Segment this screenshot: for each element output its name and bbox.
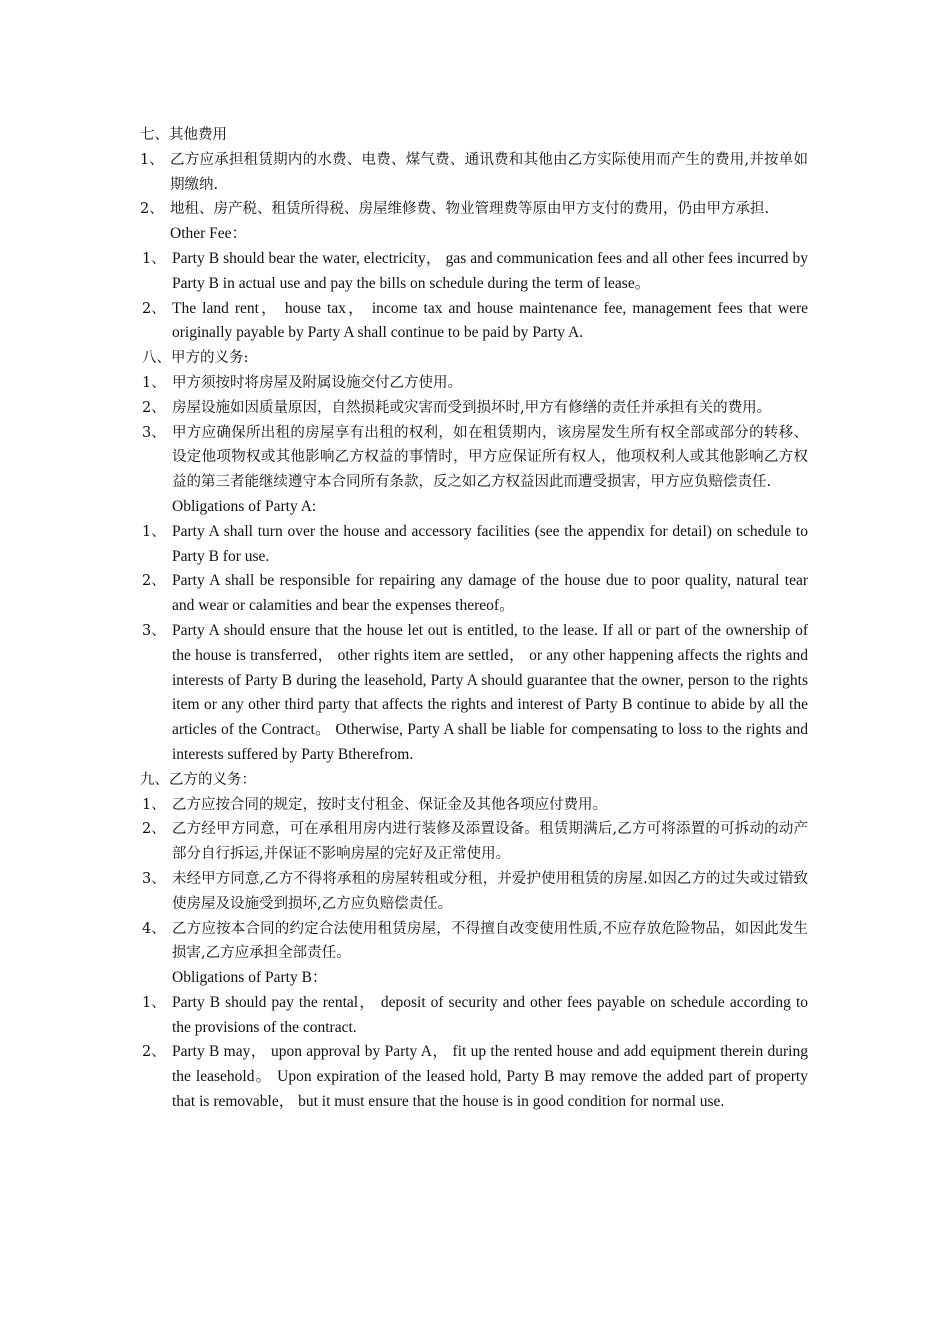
item-number: 3、	[142, 424, 166, 441]
item-text: Party A shall turn over the house and accessory facilities (see the appendix for detail) on schedule to Party B for use.	[172, 522, 808, 565]
item-text: 乙方应按本合同的约定合法使用租赁房屋，不得擅自改变使用性质,不应存放危险物品，如因此发生损害,乙方应承担全部责任。	[172, 920, 808, 962]
item-number: 1、	[142, 374, 166, 391]
item-text: 乙方应承担租赁期内的水费、电费、煤气费、通讯费和其他由乙方实际使用而产生的费用,并按单如期缴纳.	[170, 151, 808, 193]
item-number: 4、	[142, 920, 166, 937]
item-number: 1、	[142, 796, 166, 813]
item-text: 地租、房产税、租赁所得税、房屋维修费、物业管理费等原由甲方支付的费用，仍由甲方承担.	[170, 201, 770, 218]
item-number: 2、	[142, 573, 166, 590]
list-item	[140, 793, 808, 818]
english-subheading: Other Fee：	[170, 225, 248, 243]
list-item	[140, 569, 808, 619]
item-number: 2、	[142, 1044, 166, 1061]
item-text: 未经甲方同意,乙方不得将承租的房屋转租或分租，并爱护使用租赁的房屋.如因乙方的过失或过错致使房屋及设施受到损坏,乙方应负赔偿责任。	[172, 870, 808, 912]
item-number: 3、	[142, 622, 166, 639]
list-item	[140, 247, 808, 297]
item-text: Party B should bear the water, electricity， gas and communication fees and all other fees incurred by Party B in actual use and pay the bills on schedule during the term of lease。	[172, 249, 808, 292]
list-item	[140, 520, 808, 570]
item-number: 1、	[142, 250, 166, 267]
list-item	[140, 297, 808, 347]
item-number: 2、	[142, 300, 166, 317]
item-number: 1、	[142, 994, 166, 1011]
section-heading: 九、乙方的义务：	[140, 771, 256, 788]
section-party-a-obligations	[140, 346, 808, 768]
item-text: 房屋设施如因质量原因，自然损耗或灾害而受到损坏时,甲方有修缮的责任并承担有关的费用。	[172, 399, 772, 416]
item-number: 2、	[140, 201, 164, 218]
item-text: Party B may， upon approval by Party A， fit up the rented house and add equipment therein during the leasehold。 Upon expiration of the leased hold, Party B may remove the added part of property that is removable， but it must ensure that the house is in good condition for normal use.	[172, 1043, 808, 1111]
item-number: 2、	[142, 399, 166, 416]
item-text: Party A shall be responsible for repairing any damage of the house due to poor quality, natural tear and wear or calamities and bear the expenses thereof。	[172, 572, 808, 615]
item-number: 1、	[142, 523, 166, 540]
section-other-fees	[140, 123, 808, 346]
list-item	[140, 817, 808, 867]
english-subheading: Obligations of Party B：	[172, 969, 328, 987]
list-item	[140, 1040, 808, 1114]
document-page	[140, 123, 808, 1115]
list-item	[140, 619, 808, 768]
item-text: Party B should pay the rental， deposit of security and other fees payable on schedule according to the provisions of the contract.	[172, 993, 808, 1036]
list-item	[140, 917, 808, 967]
item-number: 1、	[140, 151, 164, 168]
item-number: 2、	[142, 821, 166, 838]
list-item	[140, 371, 808, 396]
section-heading: 七、其他费用	[140, 127, 227, 143]
list-item	[140, 421, 808, 495]
list-item	[140, 148, 808, 198]
list-item	[140, 991, 808, 1041]
list-item	[140, 867, 808, 917]
section-party-b-obligations	[140, 768, 808, 1115]
item-text: 乙方应按合同的规定，按时支付租金、保证金及其他各项应付费用。	[172, 796, 607, 813]
item-number: 3、	[142, 870, 166, 887]
item-text: 乙方经甲方同意，可在承租用房内进行装修及添置设备。租赁期满后,乙方可将添置的可拆动的动产部分自行拆运,并保证不影响房屋的完好及正常使用。	[172, 821, 808, 863]
item-text: The land rent， house tax， income tax and house maintenance fee, management fees that were originally payable by Party A shall continue to be paid by Party A.	[172, 299, 808, 342]
section-heading: 八、甲方的义务:	[142, 350, 249, 367]
english-subheading: Obligations of Party A:	[172, 497, 317, 515]
list-item	[140, 197, 808, 222]
item-text: 甲方应确保所出租的房屋享有出租的权利，如在租赁期内，该房屋发生所有权全部或部分的转移、设定他项物权或其他影响乙方权益的事情时，甲方应保证所有权人，他项权利人或其他影响乙方权益的第三者能继续遵守本合同所有条款，反之如乙方权益因此而遭受损害，甲方应负赔偿责任.	[172, 424, 808, 491]
item-text: Party A should ensure that the house let out is entitled, to the lease. If all or part of the ownership of the house is transferred， other rights item are settled， or any other happening affects the rights and interests of Party B during the leasehold, Party A should guarantee that the owner, person to the rights item or any other third party that affects the rights and interest of Party B continue to abide by all the articles of the Contract。 Otherwise, Party A shall be liable for compensating to loss to the rights and interests suffered by Party Btherefrom.	[172, 621, 808, 763]
list-item	[140, 396, 808, 421]
item-text: 甲方须按时将房屋及附属设施交付乙方使用。	[172, 374, 462, 391]
